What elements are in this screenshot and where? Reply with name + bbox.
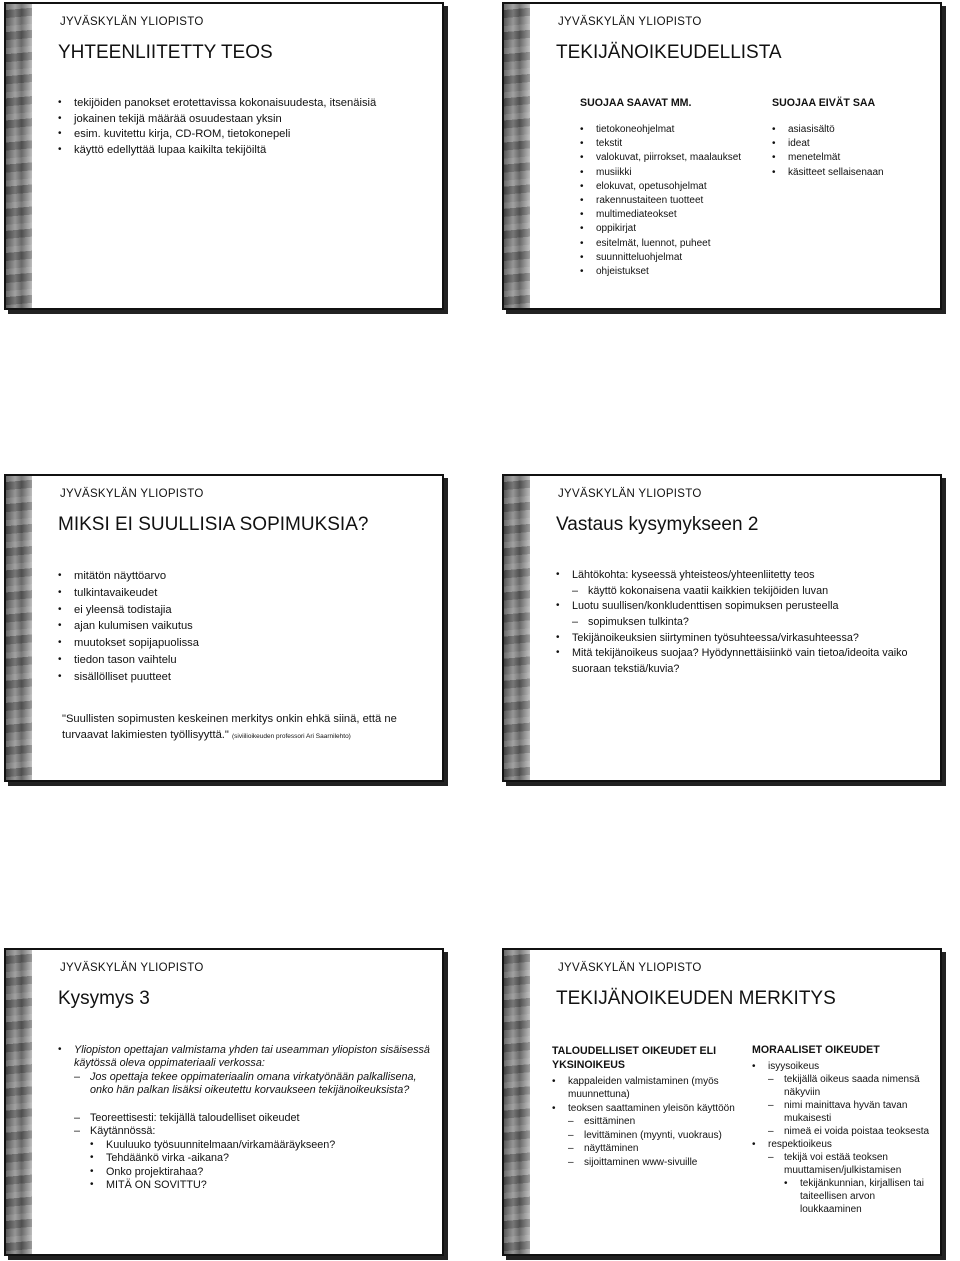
list-item: • ohjeistukset: [580, 265, 770, 279]
list-item: • isyysoikeus: [752, 1060, 934, 1073]
list-item: • suunnitteluohjelmat: [580, 251, 770, 265]
list-item: • ideat: [772, 137, 932, 151]
list-subsubitem: • Kuuluuko työsuunnitelmaan/virkamääräykseen?: [90, 1139, 430, 1152]
unprotected-column: [772, 96, 932, 180]
column-heading: MORAALISET OIKEUDET: [752, 1044, 880, 1056]
list-item: • esim. kuvitettu kirja, CD-ROM, tietokonepeli: [58, 127, 430, 143]
quote-block: [62, 712, 442, 743]
list-item: • Mitä tekijänoikeus suojaa? Hyödynnettäisiinkö vain tietoa/ideoita vaiko suoraan tekstiä/kuvia?: [556, 646, 928, 677]
list-item: [58, 1044, 430, 1071]
protected-list: [580, 123, 770, 279]
list-item-text: Yliopiston opettajan valmistama yhden tai useamman yliopiston sisäisessä käytössä oleva oppimateriaali verkossa:: [74, 1044, 430, 1070]
list-item: • asiasisältö: [772, 123, 932, 137]
list-item: • sisällölliset puutteet: [58, 669, 430, 686]
bullet-list: [58, 96, 430, 159]
university-label: JYVÄSKYLÄN YLIOPISTO: [558, 962, 702, 974]
list-item: • Luotu suullisen/konkludenttisen sopimuksen perusteella: [556, 599, 928, 615]
column-heading: SUOJAA SAAVAT MM.: [580, 97, 692, 109]
list-item: • Lähtökohta: kyseessä yhteisteos/yhteenliitetty teos: [556, 568, 928, 584]
quote-source: (siviilioikeuden professori Ari Saarnilehto): [231, 732, 351, 740]
slide-tekijanoikeuden-merkitys: [502, 948, 942, 1256]
quote-text: "Suullisten sopimusten keskeinen merkitys onkin ehkä siinä, että ne turvaavat lakimiesten työllisyyttä.": [62, 713, 397, 741]
list-subsubitem: • Tehdäänkö virka -aikana?: [90, 1152, 430, 1165]
list-subsubitem: • Onko projektirahaa?: [90, 1166, 430, 1179]
list-item: • tiedon tason vaihtelu: [58, 652, 430, 669]
unprotected-list: [772, 123, 932, 180]
list-item: • respektioikeus: [752, 1138, 934, 1151]
slide-title: Kysymys 3: [58, 988, 150, 1009]
economic-rights-column: [552, 1044, 740, 1169]
economic-rights-list: [552, 1075, 740, 1170]
list-item: • mitätön näyttöarvo: [58, 568, 430, 585]
decorative-strip: [6, 476, 32, 780]
list-item: • kappaleiden valmistaminen (myös muunnettuna): [552, 1075, 740, 1102]
slide-yhteenliitetty-teos: [4, 2, 444, 310]
list-subitem-text: Jos opettaja tekee oppimateriaalin omana virkatyönään palkallisena, onko hän palkan lisäksi oikeutettu korvaukseen tekijänoikeuksista?: [90, 1070, 417, 1097]
decorative-strip: [504, 4, 530, 308]
university-label: JYVÄSKYLÄN YLIOPISTO: [558, 16, 702, 28]
decorative-strip: [504, 950, 530, 1254]
university-label: JYVÄSKYLÄN YLIOPISTO: [60, 962, 204, 974]
list-item: • tekstit: [580, 137, 770, 151]
list-subitem: – nimi mainittava hyvän tavan mukaisesti: [768, 1099, 934, 1125]
list-item: • tulkintavaikeudet: [58, 585, 430, 602]
list-item: • multimediateokset: [580, 208, 770, 222]
answer-list: [556, 568, 928, 677]
university-label: JYVÄSKYLÄN YLIOPISTO: [60, 488, 204, 500]
list-subitem: [74, 1071, 430, 1098]
decorative-strip: [6, 950, 32, 1254]
list-item: • tekijöiden panokset erotettavissa kokonaisuudesta, itsenäisiä: [58, 96, 430, 112]
slide-vastaus-kysymykseen-2: [502, 474, 942, 782]
slide-tekijanoikeudellista: [502, 2, 942, 310]
bullet-list: [58, 568, 430, 686]
university-label: JYVÄSKYLÄN YLIOPISTO: [60, 16, 204, 28]
list-item: • muutokset sopijapuolissa: [58, 635, 430, 652]
list-subitem: – tekijä voi estää teoksen muuttamisen/julkistamisen: [768, 1151, 934, 1177]
list-subsubitem: • tekijänkunnian, kirjallisen tai taiteellisen arvon loukkaaminen: [784, 1177, 934, 1216]
list-item: • rakennustaiteen tuotteet: [580, 194, 770, 208]
list-subitem: – nimeä ei voida poistaa teoksesta: [768, 1125, 934, 1138]
decorative-strip: [504, 476, 530, 780]
list-item: • esitelmät, luennot, puheet: [580, 237, 770, 251]
list-item: • Tekijänoikeuksien siirtyminen työsuhteessa/virkasuhteessa?: [556, 631, 928, 647]
list-item: • tietokoneohjelmat: [580, 123, 770, 137]
list-subitem: – sijoittaminen www-sivuille: [568, 1156, 740, 1170]
list-subitem: – levittäminen (myynti, vuokraus): [568, 1129, 740, 1143]
list-subitem: – tekijällä oikeus saada nimensä näkyviin: [768, 1073, 934, 1099]
list-subitem: – sopimuksen tulkinta?: [572, 615, 928, 631]
list-item: • valokuvat, piirrokset, maalaukset: [580, 151, 770, 165]
slide-kysymys-3: [4, 948, 444, 1256]
list-subitem: – näyttäminen: [568, 1142, 740, 1156]
list-item: • menetelmät: [772, 151, 932, 165]
list-item: • teoksen saattaminen yleisön käyttöön: [552, 1102, 740, 1116]
decorative-strip: [6, 4, 32, 308]
list-item: • käsitteet sellaisenaan: [772, 166, 932, 180]
column-heading: SUOJAA EIVÄT SAA: [772, 97, 876, 109]
protected-column: [580, 96, 770, 279]
list-subitem: – Käytännössä:: [74, 1125, 430, 1138]
list-subitem: – esittäminen: [568, 1115, 740, 1129]
university-label: JYVÄSKYLÄN YLIOPISTO: [558, 488, 702, 500]
slide-title: Vastaus kysymykseen 2: [556, 514, 759, 535]
question-list: [58, 1044, 430, 1193]
slide-title: MIKSI EI SUULLISIA SOPIMUKSIA?: [58, 514, 369, 535]
list-item: • käyttö edellyttää lupaa kaikilta tekijöiltä: [58, 143, 430, 159]
list-item: • oppikirjat: [580, 222, 770, 236]
list-item: • elokuvat, opetusohjelmat: [580, 180, 770, 194]
slide-title: TEKIJÄNOIKEUDELLISTA: [556, 42, 782, 63]
list-item: • ajan kulumisen vaikutus: [58, 618, 430, 635]
list-item: • musiikki: [580, 166, 770, 180]
column-heading: TALOUDELLISET OIKEUDET ELI YKSINOIKEUS: [552, 1045, 717, 1072]
list-item: • ei yleensä todistajia: [58, 602, 430, 619]
slide-title: YHTEENLIITETTY TEOS: [58, 42, 273, 63]
list-subitem: – Teoreettisesti: tekijällä taloudelliset oikeudet: [74, 1112, 430, 1125]
moral-rights-list: [752, 1060, 934, 1216]
list-subsubitem: • MITÄ ON SOVITTU?: [90, 1179, 430, 1192]
slide-title: TEKIJÄNOIKEUDEN MERKITYS: [556, 988, 836, 1009]
list-subitem: – käyttö kokonaisena vaatii kaikkien tekijöiden luvan: [572, 584, 928, 600]
moral-rights-column: [752, 1044, 934, 1216]
list-item: • jokainen tekijä määrää osuudestaan yksin: [58, 112, 430, 128]
